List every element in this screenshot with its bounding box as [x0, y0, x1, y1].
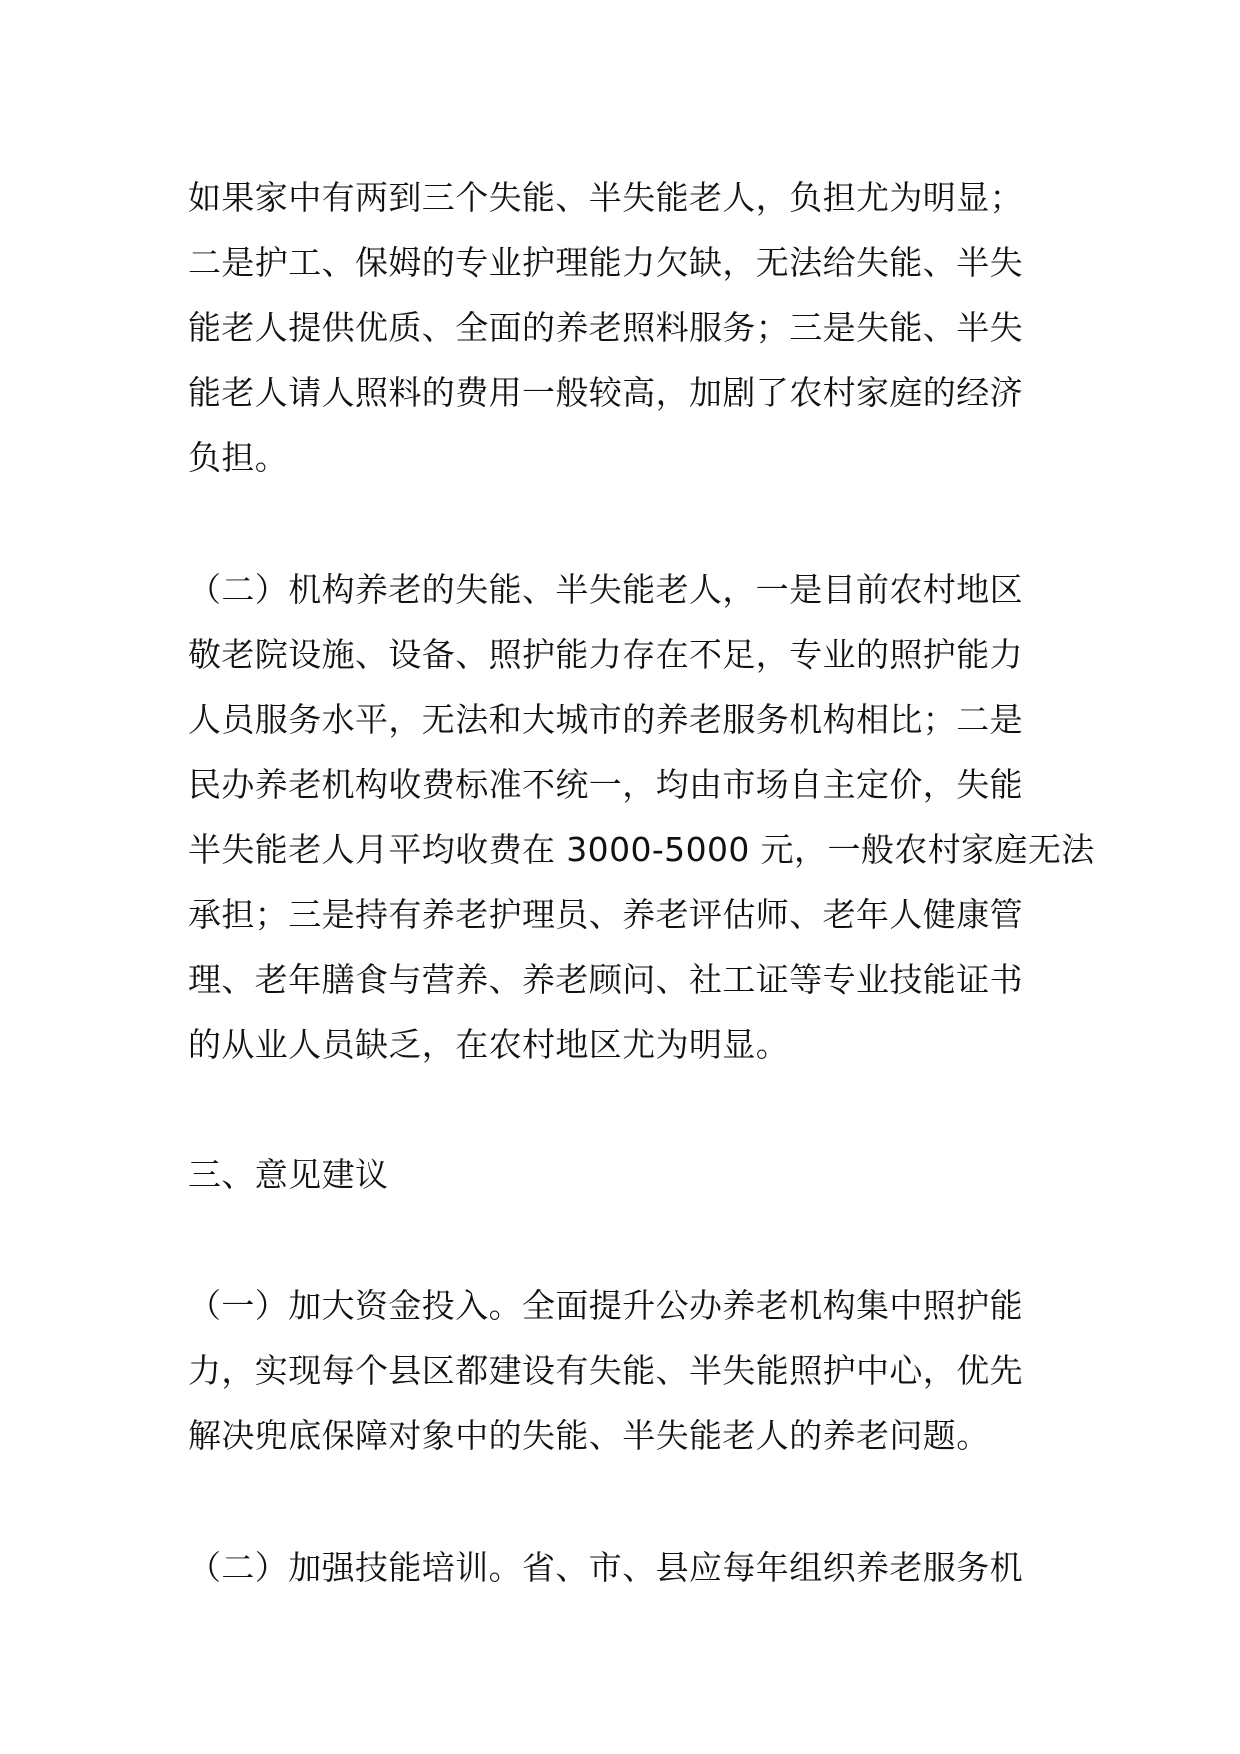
text-line: 的从业人员缺乏，在农村地区尤为明显。	[188, 1025, 790, 1064]
text-line: （一）加大资金投入。全面提升公办养老机构集中照护能	[188, 1286, 1023, 1325]
text-line: 二是护工、保姆的专业护理能力欠缺，无法给失能、半失	[188, 243, 1023, 282]
text-line: 解决兜底保障对象中的失能、半失能老人的养老问题。	[188, 1416, 990, 1455]
text-line: 人员服务水平，无法和大城市的养老服务机构相比；二是	[188, 700, 1023, 739]
text-line: 能老人提供优质、全面的养老照料服务；三是失能、半失	[188, 308, 1023, 347]
text-line: 民办养老机构收费标准不统一，均由市场自主定价，失能	[188, 765, 1023, 804]
text-line: （二）机构养老的失能、半失能老人，一是目前农村地区	[188, 570, 1023, 609]
text-line: 能老人请人照料的费用一般较高，加剧了农村家庭的经济	[188, 373, 1023, 412]
text-line: 理、老年膳食与营养、养老顾问、社工证等专业技能证书	[188, 960, 1023, 999]
text-line: 敬老院设施、设备、照护能力存在不足，专业的照护能力	[188, 635, 1023, 674]
section-heading-text: 三、意见建议	[188, 1155, 389, 1194]
paragraph-funding-input	[188, 1273, 1068, 1468]
section-heading	[188, 1142, 1068, 1207]
text-line: 半失能老人月平均收费在 3000-5000 元，一般农村家庭无法	[188, 830, 1095, 869]
text-line: 负担。	[188, 438, 289, 477]
text-line: 如果家中有两到三个失能、半失能老人，负担尤为明显；	[188, 178, 1023, 217]
paragraph-skills-training	[188, 1535, 1068, 1600]
text-line: 承担；三是持有养老护理员、养老评估师、老年人健康管	[188, 895, 1023, 934]
paragraph-institutional-care	[188, 557, 1095, 1077]
text-line: 力，实现每个县区都建设有失能、半失能照护中心，优先	[188, 1351, 1023, 1390]
paragraph-family-care-burden	[188, 165, 1068, 490]
text-line: （二）加强技能培训。省、市、县应每年组织养老服务机	[188, 1548, 1023, 1587]
